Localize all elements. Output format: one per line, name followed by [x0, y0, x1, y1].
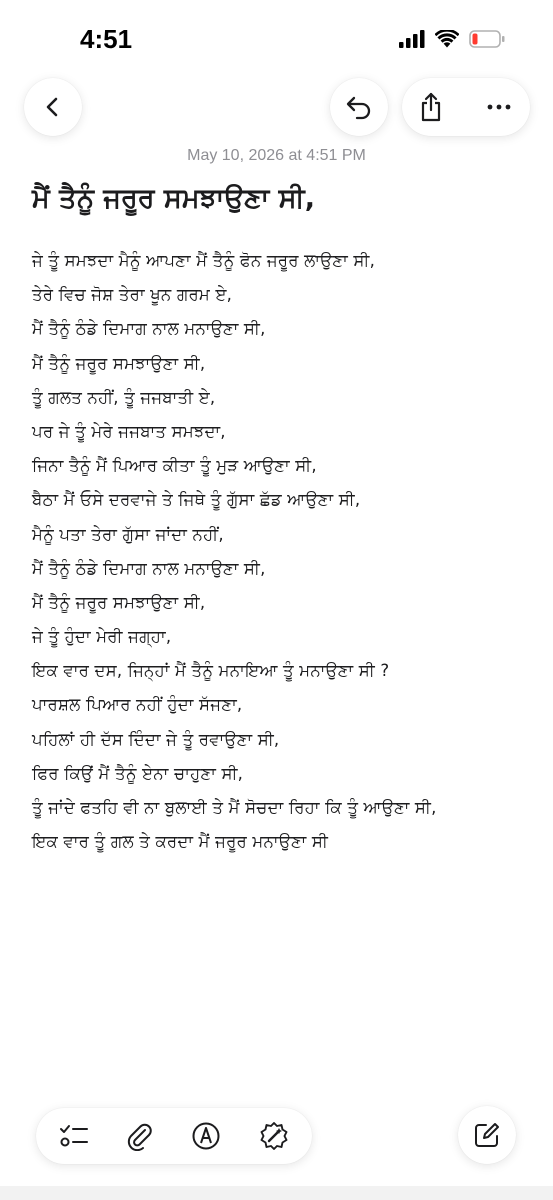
undo-button[interactable]: [330, 78, 388, 136]
compose-button[interactable]: [458, 1106, 516, 1164]
attachment-button[interactable]: [112, 1108, 168, 1164]
back-button[interactable]: [24, 78, 82, 136]
note-line: ਮੈਨੂੰ ਪਤਾ ਤੇਰਾ ਗੁੱਸਾ ਜਾਂਦਾ ਨਹੀਂ,: [32, 524, 224, 544]
note-title[interactable]: ਮੈਂ ਤੈਨੂੰ ਜਰੂਰ ਸਮਝਾਉਣਾ ਸੀ,: [32, 183, 315, 214]
note-line: ਜੇ ਤੂੰ ਸਮਝਦਾ ਮੈਨੂੰ ਆਪਣਾ ਮੈਂ ਤੈਨੂੰ ਫੋਨ ਜਰੂਰ ਲਾਉਣਾ ਸੀ,: [32, 251, 376, 270]
note-body[interactable]: [32, 244, 543, 859]
home-indicator-area: [0, 1186, 553, 1200]
more-button[interactable]: [470, 78, 528, 136]
writing-tools-button[interactable]: [246, 1108, 302, 1164]
paperclip-icon: [126, 1121, 154, 1151]
checklist-icon: [58, 1122, 90, 1150]
note-line: ਤੂੰ ਜਾਂਦੇ ਫਤਹਿ ਵੀ ਨਾ ਬੁਲਾਈ ਤੇ ਮੈਂ ਸੋਚਦਾ ਰਿਹਾ ਕਿ ਤੂੰ ਆਉਣਾ ਸੀ,: [32, 798, 437, 817]
note-line: ਪਰ ਜੇ ਤੂੰ ਮੇਰੇ ਜਜਬਾਤ ਸਮਝਦਾ,: [32, 421, 226, 441]
note-line: ਇਕ ਵਾਰ ਦਸ, ਜਿਨ੍ਹਾਂ ਮੈਂ ਤੈਨੂੰ ਮਨਾਇਆ ਤੂੰ ਮਨਾਉਣਾ ਸੀ ?: [32, 661, 390, 681]
writing-tools-icon: [258, 1120, 290, 1152]
note-line: ਮੈਂ ਤੈਨੂੰ ਠੰਡੇ ਦਿਮਾਗ ਨਾਲ ਮਨਾਉਣਾ ਸੀ,: [32, 558, 266, 578]
markup-button[interactable]: [178, 1108, 234, 1164]
share-icon: [419, 92, 443, 122]
note-line: ਮੈਂ ਤੈਨੂੰ ਠੰਡੇ ਦਿਮਾਗ ਨਾਲ ਮਨਾਉਣਾ ਸੀ,: [32, 319, 266, 339]
bottom-toolbar: [36, 1108, 312, 1164]
note-line: ਮੈਂ ਤੈਨੂੰ ਜਰੂਰ ਸਮਝਾਉਣਾ ਸੀ,: [32, 592, 206, 612]
more-icon: [487, 104, 511, 110]
undo-icon: [345, 94, 373, 120]
note-line: ਇਕ ਵਾਰ ਤੂੰ ਗਲ ਤੇ ਕਰਦਾ ਮੈਂ ਜਰੂਰ ਮਨਾਉਣਾ ਸੀ: [32, 832, 329, 852]
note-line: ਜੇ ਤੂੰ ਹੁੰਦਾ ਮੇਰੀ ਜਗ੍ਹਾ,: [32, 627, 172, 647]
note-line: ਪਹਿਲਾਂ ਹੀ ਦੱਸ ਦਿੰਦਾ ਜੇ ਤੂੰ ਰਵਾਉਣਾ ਸੀ,: [32, 729, 280, 749]
note-line: ਬੈਠਾ ਮੈਂ ਓਸੇ ਦਰਵਾਜੇ ਤੇ ਜਿਥੇ ਤੂੰ ਗੁੱਸਾ ਛੱਡ ਆਉਣਾ ਸੀ,: [32, 490, 361, 510]
actions-pill: [402, 78, 530, 136]
checklist-button[interactable]: [46, 1108, 102, 1164]
note-line: ਜਿਨਾ ਤੈਨੂੰ ਮੈਂ ਪਿਆਰ ਕੀਤਾ ਤੂੰ ਮੁੜ ਆਉਣਾ ਸੀ,: [32, 456, 317, 476]
status-icons: [399, 30, 505, 48]
note-line: ਤੂੰ ਗਲਤ ਨਹੀਂ, ਤੂੰ ਜਜਬਾਤੀ ਏ,: [32, 387, 216, 407]
note-line: ਫਿਰ ਕਿਉਂ ਮੈਂ ਤੈਨੂੰ ਏਨਾ ਚਾਹੁਣਾ ਸੀ,: [32, 763, 244, 783]
note-line: ਤੇਰੇ ਵਿਚ ਜੋਸ਼ ਤੇਰਾ ਖੂਨ ਗਰਮ ਏ,: [32, 285, 233, 305]
status-time: 4:51: [80, 24, 133, 54]
note-line: ਪਾਰਸ਼ਲ ਪਿਆਰ ਨਹੀਂ ਹੁੰਦਾ ਸੱਜਣਾ,: [32, 695, 243, 715]
share-button[interactable]: [402, 78, 460, 136]
status-bar: [0, 0, 553, 80]
note-line: ਮੈਂ ਤੈਨੂੰ ਜਰੂਰ ਸਮਝਾਉਣਾ ਸੀ,: [32, 353, 206, 373]
battery-low-icon: [469, 30, 505, 48]
back-chevron-icon: [42, 96, 64, 118]
markup-pen-icon: [191, 1121, 221, 1151]
note-date: May 10, 2026 at 4:51 PM: [187, 147, 366, 164]
wifi-icon: [435, 30, 459, 48]
cellular-signal-icon: [399, 30, 425, 48]
compose-icon: [473, 1121, 501, 1149]
